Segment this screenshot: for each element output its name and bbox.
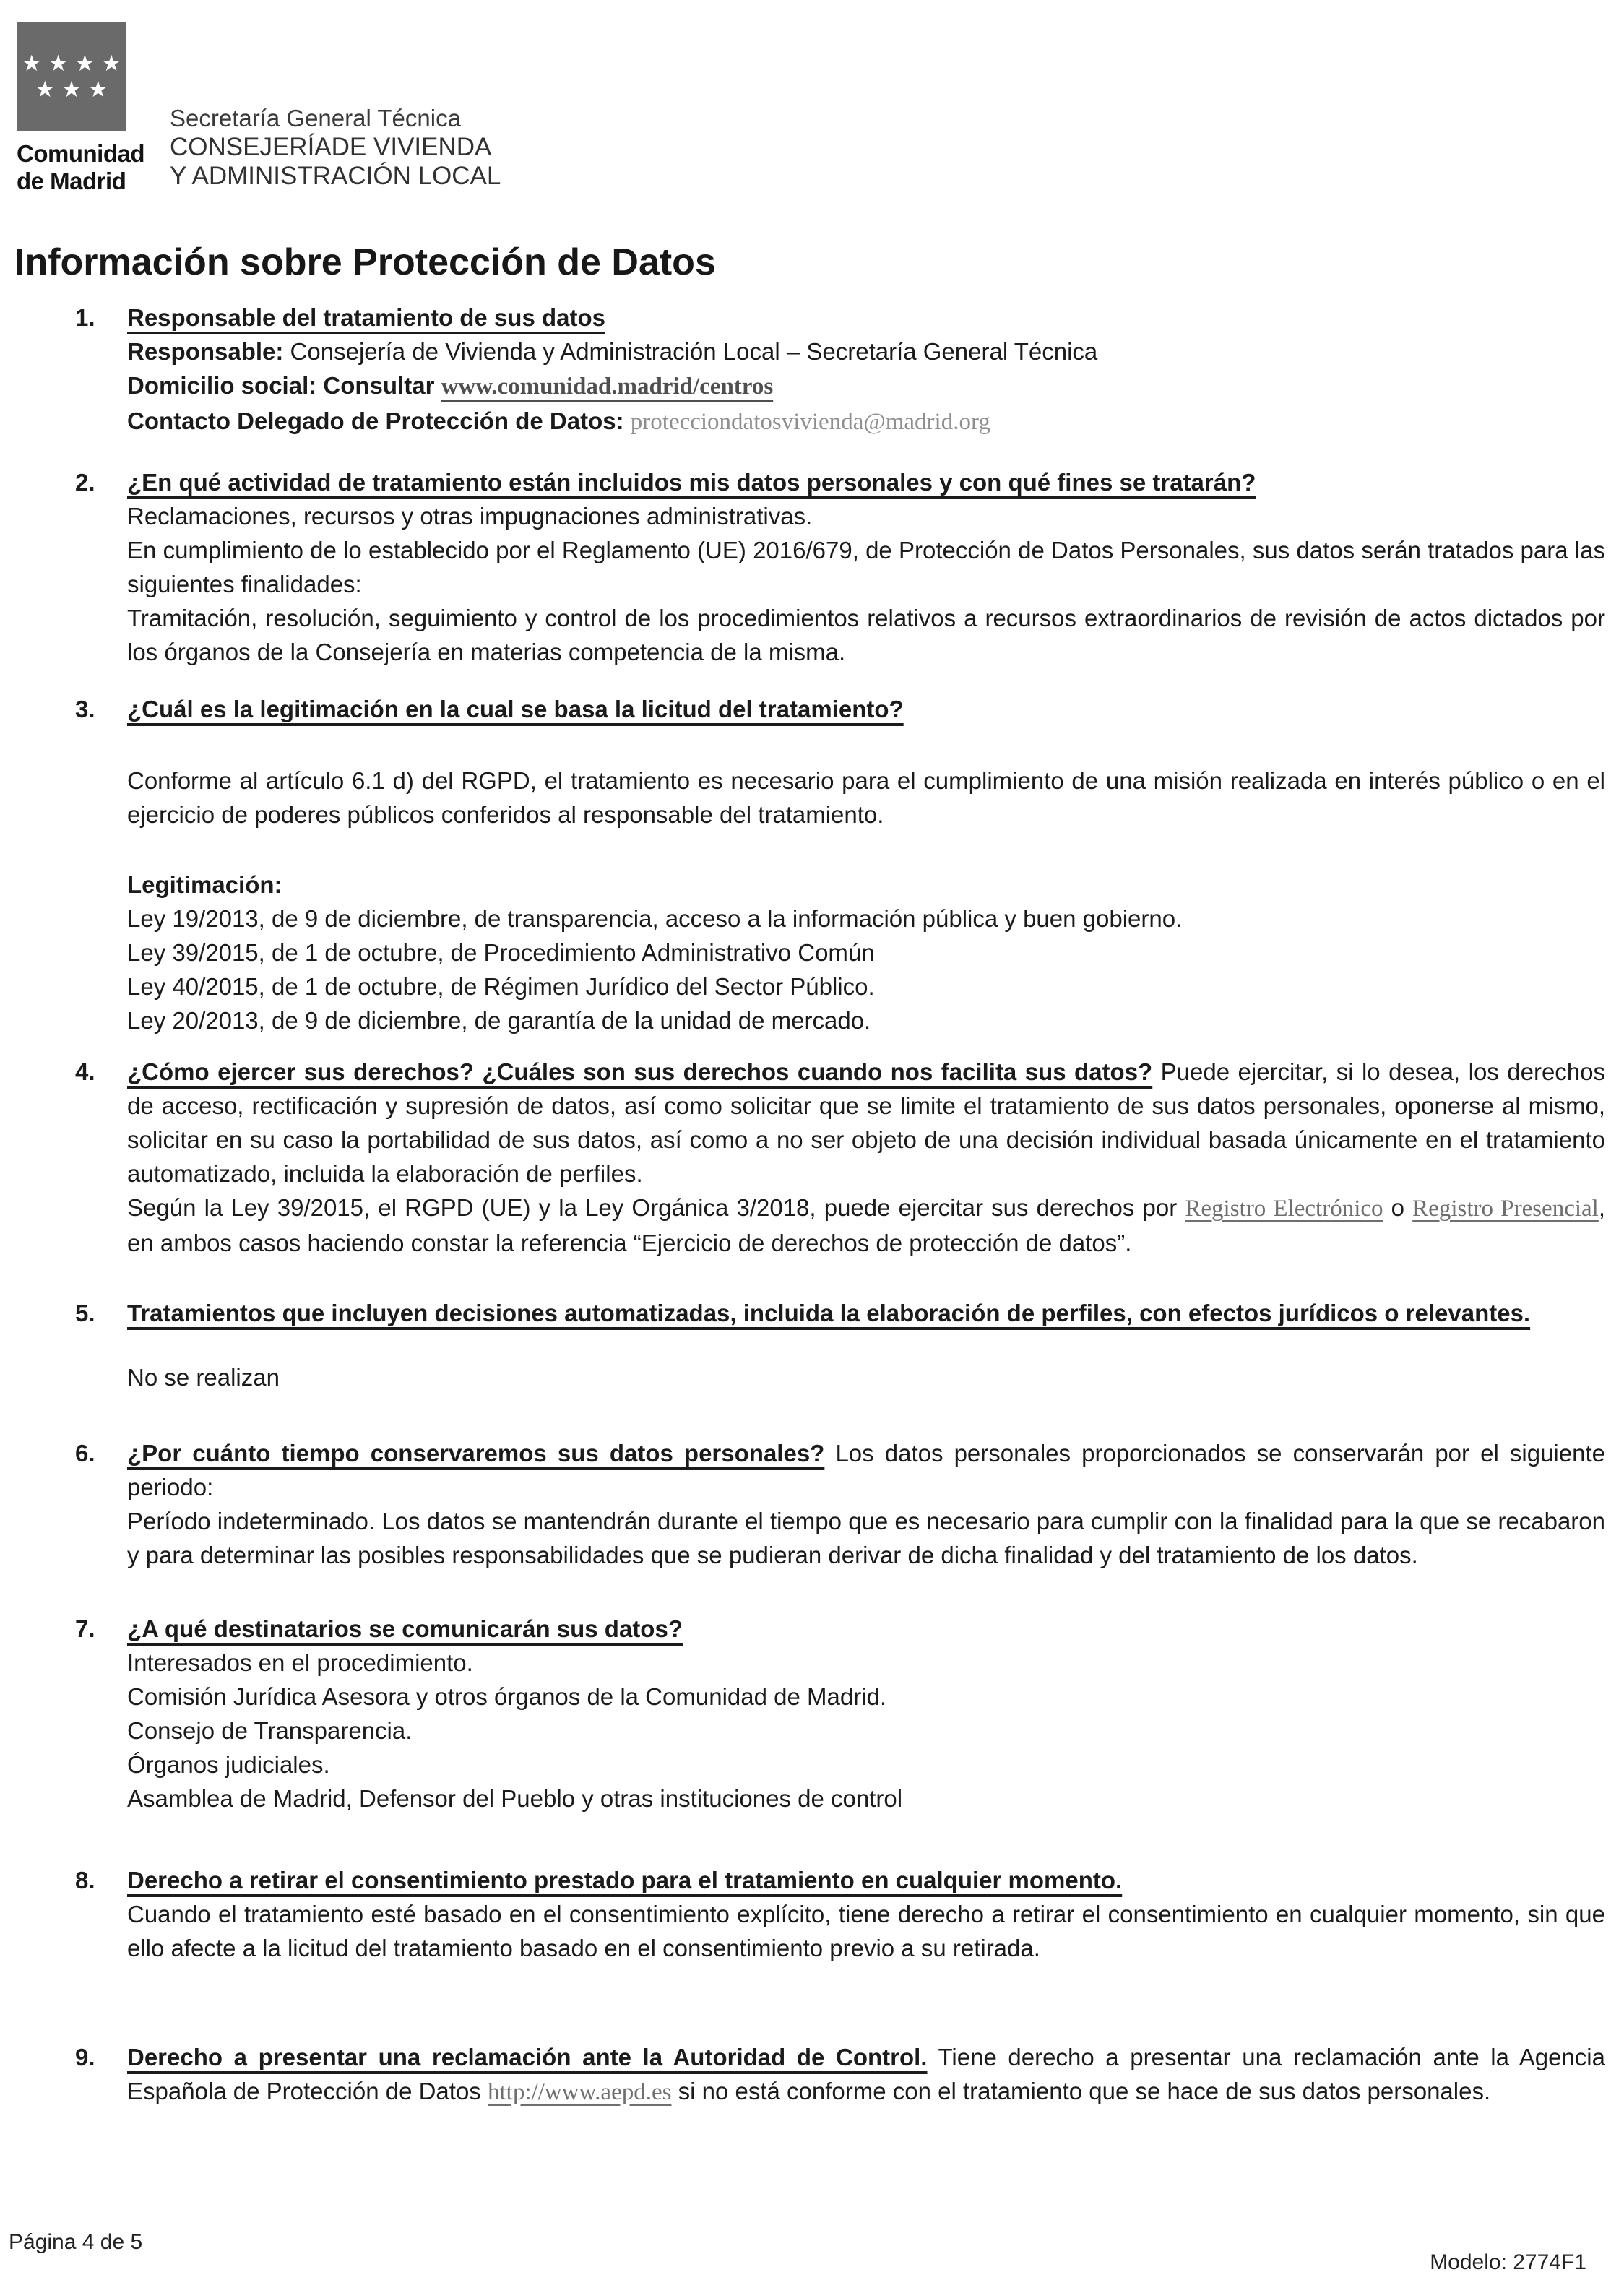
section-4-paragraph: ¿Cómo ejercer sus derechos? ¿Cuáles son sus derechos cuando nos facilita sus datos? Puede ejercitar, si lo desea, los derechos de acceso, rectificación y supresión de datos, así como solicitar que se limite el tratamiento de sus datos personales, oponerse al mismo, solicitar en su caso la portabilidad de sus datos, así como a no ser objeto de una decisión individual basada únicamente en el tratamiento automatizado, incluida la elaboración de perfiles. bbox=[127, 1058, 1606, 1187]
section-3-heading: ¿Cuál es la legitimación en la cual se basa la licitud del tratamiento? bbox=[127, 696, 904, 722]
section-2-number: 2. bbox=[75, 469, 95, 496]
section-2-heading: ¿En qué actividad de tratamiento están incluidos mis datos personales y con qué fines se tratarán? bbox=[127, 469, 1256, 496]
law-item: Ley 39/2015, de 1 de octubre, de Procedimiento Administrativo Común bbox=[127, 939, 875, 966]
recipient-item: Comisión Jurídica Asesora y otros órganos de la Comunidad de Madrid. bbox=[127, 1683, 887, 1710]
section-6-intro: ¿Por cuánto tiempo conservaremos sus datos personales? Los datos personales proporcionados se conservarán por el siguiente periodo: bbox=[127, 1440, 1605, 1500]
model-number: Modelo: 2774F1 bbox=[1430, 2250, 1586, 2274]
document-header bbox=[0, 0, 1624, 195]
recipient-item: Asamblea de Madrid, Defensor del Pueblo y otras instituciones de control bbox=[127, 1785, 903, 1812]
section-1 bbox=[75, 301, 1605, 439]
section-5-heading: Tratamientos que incluyen decisiones automatizadas, incluida la elaboración de perfiles, con efectos jurídicos o relevantes. bbox=[127, 1300, 1531, 1326]
link-aepd[interactable]: http://www.aepd.es bbox=[487, 2079, 672, 2105]
section-6 bbox=[75, 1436, 1605, 1572]
department-consejeria-line1: CONSEJERÍADE VIVIENDA bbox=[170, 133, 492, 161]
link-registro-electronico[interactable]: Registro Electrónico bbox=[1185, 1196, 1383, 1222]
department-consejeria-line2: Y ADMINISTRACIÓN LOCAL bbox=[170, 162, 501, 190]
section-5-paragraph: No se realizan bbox=[127, 1364, 280, 1391]
section-3 bbox=[75, 692, 1605, 1037]
section-3-subheading: Legitimación: bbox=[127, 871, 282, 898]
section-9-number: 9. bbox=[75, 2044, 95, 2070]
email-dpd: protecciondatosvivienda@madrid.org bbox=[630, 409, 990, 435]
section-6-paragraph: Período indeterminado. Los datos se mantendrán durante el tiempo que es necesario para cumplir con la finalidad para la que se recabaron y para determinar las posibles responsabilidades que se pudieran derivar de dicha finalidad y del tratamiento de los datos. bbox=[127, 1508, 1605, 1568]
section-2-paragraph: En cumplimiento de lo establecido por el Reglamento (UE) 2016/679, de Protección de Datos Personales, sus datos serán tratados para las siguientes finalidades: bbox=[127, 537, 1605, 597]
recipient-item: Consejo de Transparencia. bbox=[127, 1717, 413, 1744]
section-8-number: 8. bbox=[75, 1867, 95, 1893]
page-indicator: Página 4 de 5 bbox=[9, 2230, 143, 2254]
department-secretaria: Secretaría General Técnica bbox=[170, 105, 461, 131]
section-9-paragraph: Derecho a presentar una reclamación ante la Autoridad de Control. Tiene derecho a presentar una reclamación ante la Agencia Española de Protección de Datos http://www.aepd.es si no está conforme con el tratamiento que se hace de sus datos personales. bbox=[127, 2044, 1605, 2105]
page-title: Información sobre Protección de Datos bbox=[14, 241, 716, 283]
section-2-paragraph: Reclamaciones, recursos y otras impugnaciones administrativas. bbox=[127, 503, 813, 530]
law-item: Ley 19/2013, de 9 de diciembre, de transparencia, acceso a la información pública y buen gobierno. bbox=[127, 905, 1183, 932]
section-1-number: 1. bbox=[75, 304, 95, 331]
recipient-item: Órganos judiciales. bbox=[127, 1751, 330, 1778]
field-responsable: Responsable: Consejería de Vivienda y Administración Local – Secretaría General Técnica bbox=[127, 338, 1098, 365]
section-4-number: 4. bbox=[75, 1058, 95, 1085]
logo-org-name-line1: Comunidad bbox=[17, 140, 144, 167]
field-contacto-dpd: Contacto Delegado de Protección de Datos: protecciondatosvivienda@madrid.org bbox=[127, 407, 990, 435]
section-6-heading: ¿Por cuánto tiempo conservaremos sus datos personales? bbox=[127, 1440, 825, 1467]
section-9 bbox=[75, 2040, 1605, 2110]
section-8-paragraph: Cuando el tratamiento esté basado en el consentimiento explícito, tiene derecho a retirar el consentimiento en cualquier momento, sin que ello afecte a la licitud del tratamiento basado en el consentimiento previo a su retirada. bbox=[127, 1901, 1605, 1961]
section-5 bbox=[75, 1296, 1605, 1394]
section-7-number: 7. bbox=[75, 1615, 95, 1642]
section-4 bbox=[75, 1055, 1605, 1260]
section-4-heading: ¿Cómo ejercer sus derechos? ¿Cuáles son sus derechos cuando nos facilita sus datos? bbox=[127, 1058, 1153, 1085]
madrid-flag-icon bbox=[17, 22, 129, 131]
link-registro-presencial[interactable]: Registro Presencial bbox=[1412, 1196, 1599, 1222]
law-item: Ley 40/2015, de 1 de octubre, de Régimen Jurídico del Sector Público. bbox=[127, 973, 875, 1000]
section-8-heading: Derecho a retirar el consentimiento prestado para el tratamiento en cualquier momento. bbox=[127, 1867, 1123, 1893]
section-4-rights-line: Según la Ley 39/2015, el RGPD (UE) y la Ley Orgánica 3/2018, puede ejercitar sus derechos por Registro Electrónico o Registro Presencial, en ambos casos haciendo constar la referencia “Ejercicio de derechos de protección de datos”. bbox=[127, 1194, 1606, 1256]
sections-list bbox=[0, 301, 1624, 2110]
logo-org-name-line2: de Madrid bbox=[17, 168, 126, 194]
field-domicilio: Domicilio social: Consultar www.comunidad.madrid/centros bbox=[127, 372, 774, 400]
section-2 bbox=[75, 465, 1605, 669]
stars-icon: ★★★ bbox=[35, 77, 115, 102]
stars-icon: ★★★★ bbox=[21, 51, 129, 76]
section-7 bbox=[75, 1612, 1605, 1815]
section-6-number: 6. bbox=[75, 1440, 95, 1467]
section-1-heading: Responsable del tratamiento de sus datos bbox=[127, 304, 605, 331]
section-7-heading: ¿A qué destinatarios se comunicarán sus datos? bbox=[127, 1615, 683, 1642]
law-item: Ley 20/2013, de 9 de diciembre, de garantía de la unidad de mercado. bbox=[127, 1007, 871, 1034]
section-5-number: 5. bbox=[75, 1300, 95, 1326]
section-8 bbox=[75, 1863, 1605, 1965]
section-9-heading: Derecho a presentar una reclamación ante la Autoridad de Control. bbox=[127, 2044, 928, 2070]
logo-org-name bbox=[17, 140, 144, 195]
department-block bbox=[170, 104, 501, 191]
comunidad-madrid-logo bbox=[17, 22, 144, 195]
section-3-paragraph: Conforme al artículo 6.1 d) del RGPD, el tratamiento es necesario para el cumplimiento de una misión realizada en interés público o en el ejercicio de poderes públicos conferidos al responsable del tratamiento. bbox=[127, 767, 1605, 828]
recipient-item: Interesados en el procedimiento. bbox=[127, 1649, 473, 1676]
section-2-paragraph: Tramitación, resolución, seguimiento y control de los procedimientos relativos a recursos extraordinarios de revisión de actos dictados por los órganos de la Consejería en materias competencia de la misma. bbox=[127, 605, 1605, 665]
link-centros[interactable]: www.comunidad.madrid/centros bbox=[441, 373, 774, 400]
section-3-number: 3. bbox=[75, 696, 95, 722]
